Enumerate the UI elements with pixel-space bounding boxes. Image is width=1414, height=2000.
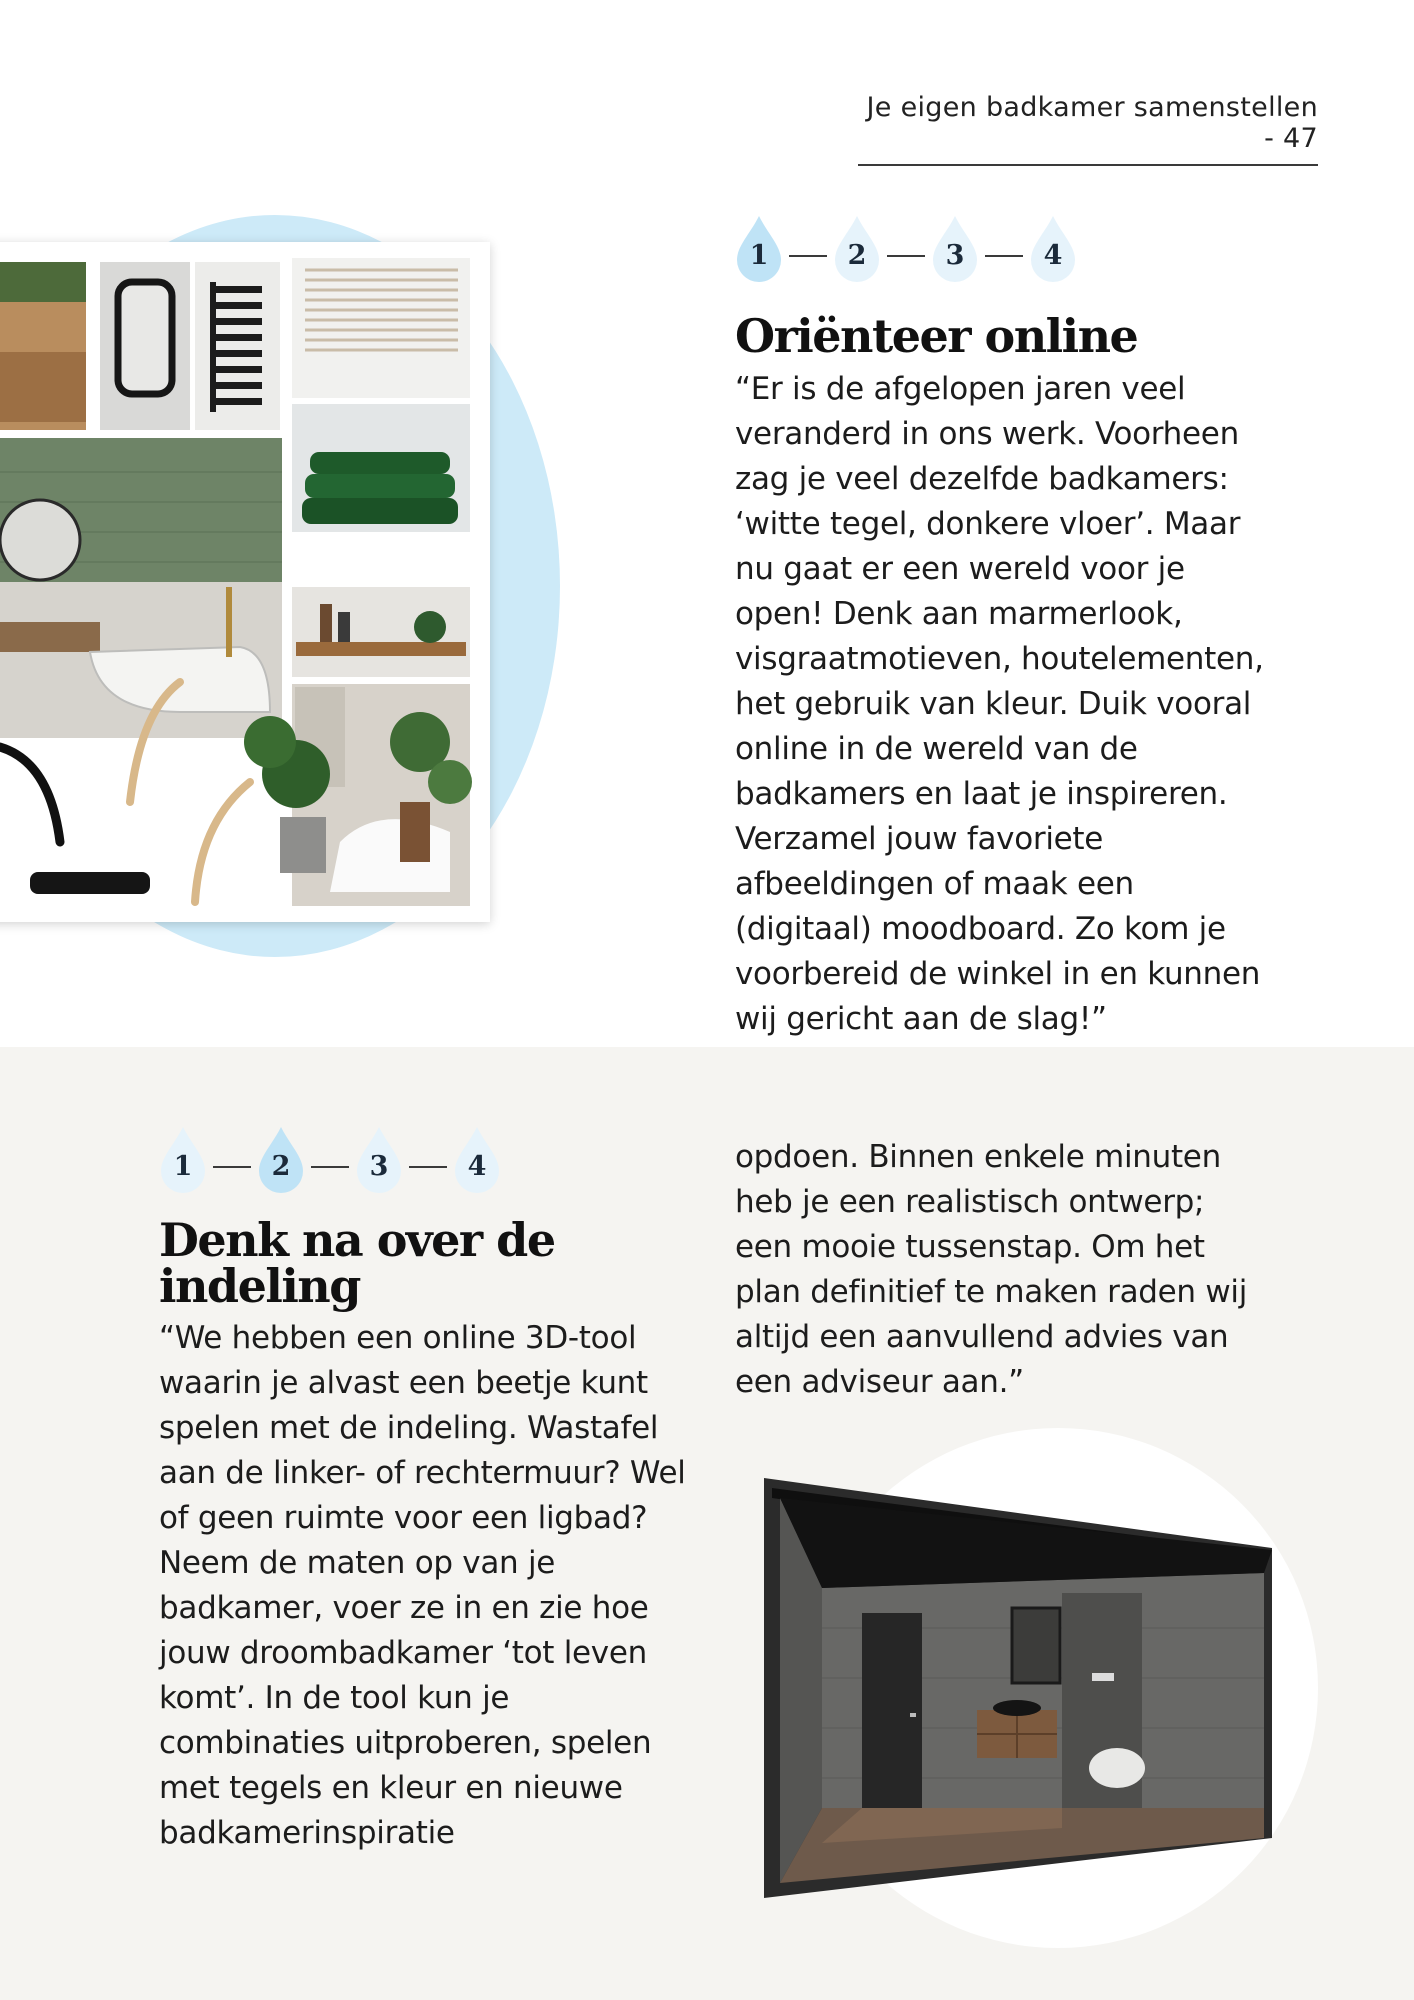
moodboard-collage — [0, 242, 490, 922]
step-number: 4 — [1043, 240, 1063, 271]
section-2-title-line-2: indeling — [159, 1259, 360, 1313]
step-3-drop — [931, 214, 979, 284]
step-1-drop — [159, 1125, 207, 1195]
step-2-drop — [257, 1125, 305, 1195]
step-number: 1 — [749, 240, 769, 271]
section-2-title — [159, 1213, 719, 1313]
step-indicator-1 — [735, 214, 1077, 284]
step-number: 3 — [369, 1151, 389, 1182]
step-divider — [213, 1166, 251, 1168]
step-number: 2 — [847, 240, 867, 271]
step-divider — [311, 1166, 349, 1168]
section-1-title: Oriënteer online — [735, 309, 1138, 363]
step-number: 4 — [467, 1151, 487, 1182]
section-1-paragraph: “Er is de afgelopen jaren veel veranderd in ons werk. Voorheen zag je veel dezelfde badkamers: ‘witte tegel, donkere vloer’. Maar nu gaat er een wereld voor je open! Denk aan marmerlook, visgraatmotieven, houtelementen, het gebruik van kleur. Duik vooral online in de wereld van de badkamers en laat je inspireren. Verzamel jouw favoriete afbeeldingen of maak een (digitaal) moodboard. Zo kom je voorbereid de winkel in en kunnen wij gericht aan de slag!” — [735, 371, 1264, 1037]
step-divider — [789, 255, 827, 257]
step-4-drop — [453, 1125, 501, 1195]
step-1-drop — [735, 214, 783, 284]
step-4-drop — [1029, 214, 1077, 284]
step-divider — [887, 255, 925, 257]
section-2-paragraph-right: opdoen. Binnen enkele minuten heb je een realistisch ontwerp; een mooie tussenstap. Om het plan definitief te maken raden wij altijd een aanvullend advies van een adviseur aan.” — [735, 1139, 1248, 1400]
step-number: 3 — [945, 240, 965, 271]
3d-bathroom-render — [762, 1478, 1274, 1900]
step-number: 2 — [271, 1151, 291, 1182]
step-number: 1 — [173, 1151, 193, 1182]
section-2-paragraph-left: “We hebben een online 3D-tool waarin je alvast een beetje kunt spelen met de indeling. Wastafel aan de linker- of rechtermuur? Wel of geen ruimte voor een ligbad? Neem de maten op van je badkamer, voer ze in en zie hoe jouw droombadkamer ‘tot leven komt’. In de tool kun je combinaties uitproberen, spelen met tegels en kleur en nieuwe badkamerinspiratie — [159, 1320, 686, 1851]
step-2-drop — [833, 214, 881, 284]
running-head: Je eigen badkamer samenstellen - 47 — [858, 92, 1318, 166]
section-2-title-line-1: Denk na over de — [159, 1213, 555, 1267]
step-indicator-2 — [159, 1125, 501, 1195]
step-divider — [409, 1166, 447, 1168]
step-divider — [985, 255, 1023, 257]
step-3-drop — [355, 1125, 403, 1195]
